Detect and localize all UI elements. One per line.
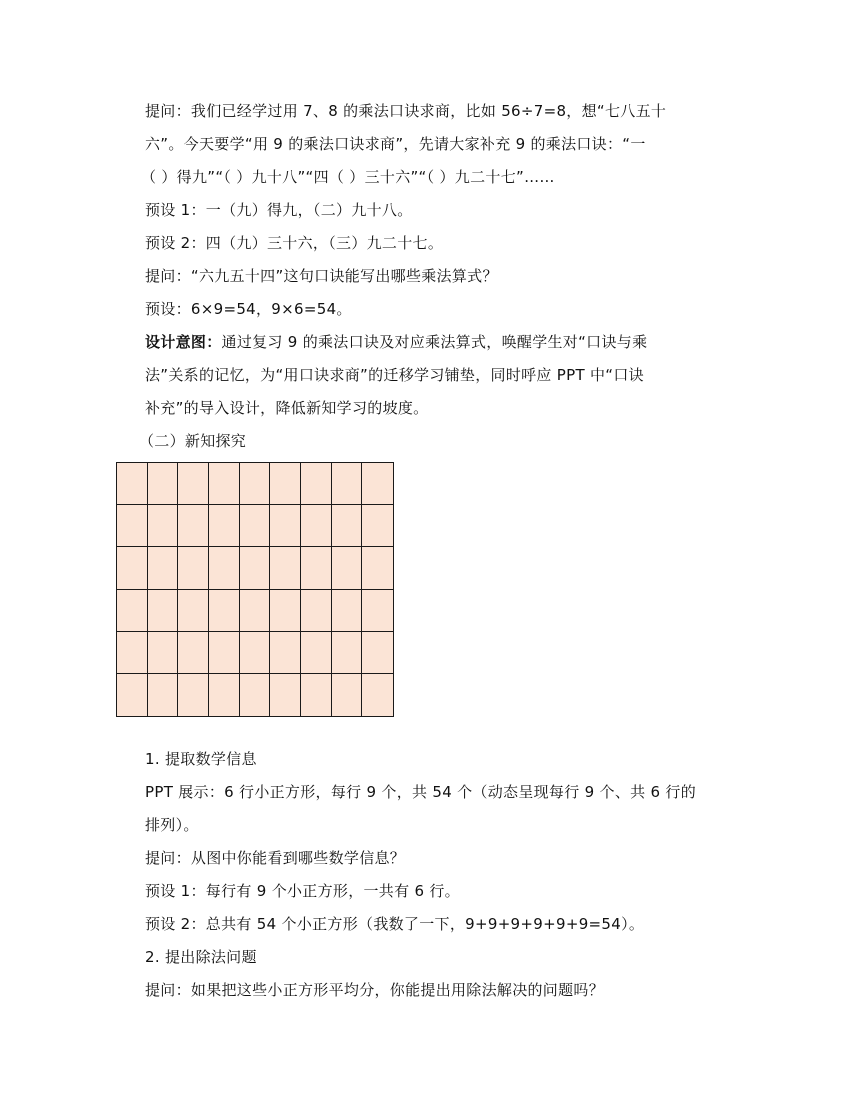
square-grid-figure (116, 462, 394, 717)
grid-square (178, 632, 209, 674)
text-line-design-intent-cont2: 补充”的导入设计，降低新知学习的坡度。 (145, 399, 429, 417)
grid-square (148, 463, 179, 505)
grid-square (117, 505, 148, 547)
grid-square (301, 632, 332, 674)
grid-square (270, 674, 301, 716)
grid-square (148, 505, 179, 547)
grid-square (178, 505, 209, 547)
text-line-preset-5: 预设 2：总共有 54 个小正方形（我数了一下，9+9+9+9+9+9=54）。 (145, 915, 645, 933)
grid-square (332, 505, 363, 547)
grid-square (209, 505, 240, 547)
grid-square (362, 463, 393, 505)
grid-square (362, 632, 393, 674)
grid-square (178, 547, 209, 589)
text-line-preset-3: 预设：6×9=54，9×6=54。 (145, 300, 352, 318)
grid-square (209, 674, 240, 716)
grid-square (117, 547, 148, 589)
grid-square (270, 505, 301, 547)
grid-square (301, 590, 332, 632)
grid-square (117, 463, 148, 505)
text-line-question-3: 提问：从图中你能看到哪些数学信息？ (145, 849, 406, 867)
grid-square (117, 674, 148, 716)
grid-square (332, 632, 363, 674)
grid-square (301, 463, 332, 505)
text-line-question-1-cont2: （ ）得九”“（ ）九十八”“四（ ）三十六”“（ ）九二十七”…… (141, 168, 555, 186)
grid-square (240, 674, 271, 716)
grid-square (362, 547, 393, 589)
grid-square (209, 590, 240, 632)
grid-square (240, 547, 271, 589)
grid-square (178, 463, 209, 505)
step-heading-2: 2. 提出除法问题 (145, 948, 257, 966)
grid-square (270, 463, 301, 505)
design-intent-text: 通过复习 9 的乘法口诀及对应乘法算式，唤醒学生对“口诀与乘 (221, 333, 648, 351)
design-intent-label: 设计意图： (145, 333, 222, 351)
text-line-question-4: 提问：如果把这些小正方形平均分，你能提出用除法解决的问题吗？ (145, 981, 605, 999)
grid-square (362, 590, 393, 632)
grid-square (209, 632, 240, 674)
grid-square (270, 547, 301, 589)
grid-square (270, 632, 301, 674)
section-heading-new-knowledge: （二）新知探究 (139, 432, 247, 450)
grid-square (301, 547, 332, 589)
grid-square (148, 632, 179, 674)
grid-square (301, 674, 332, 716)
grid-square (117, 590, 148, 632)
grid-square (362, 505, 393, 547)
grid-square (240, 632, 271, 674)
grid-square (332, 547, 363, 589)
grid-square (301, 505, 332, 547)
grid-square (332, 674, 363, 716)
grid-square (148, 674, 179, 716)
grid-square (332, 463, 363, 505)
text-line-preset-1: 预设 1：一（九）得九，（二）九十八。 (145, 201, 413, 219)
step-heading-1: 1. 提取数学信息 (145, 750, 257, 768)
grid-square (362, 674, 393, 716)
text-line-design-intent (145, 332, 647, 352)
grid-square (270, 590, 301, 632)
grid-square (178, 590, 209, 632)
text-line-ppt-display-cont: 排列）。 (145, 816, 199, 834)
grid-square (117, 632, 148, 674)
grid-square (209, 547, 240, 589)
grid-square (209, 463, 240, 505)
text-line-question-1-cont: 六”。今天要学“用 9 的乘法口诀求商”，先请大家补充 9 的乘法口诀：“一 (145, 135, 646, 153)
grid-square (240, 590, 271, 632)
text-line-preset-2: 预设 2：四（九）三十六，（三）九二十七。 (145, 234, 444, 252)
grid-square (240, 463, 271, 505)
grid-square (178, 674, 209, 716)
text-line-preset-4: 预设 1：每行有 9 个小正方形，一共有 6 行。 (145, 882, 460, 900)
grid-square (240, 505, 271, 547)
grid-square (148, 547, 179, 589)
text-line-question-1: 提问：我们已经学过用 7、8 的乘法口诀求商，比如 56÷7=8，想“七八五十 (145, 102, 667, 120)
text-line-ppt-display: PPT 展示：6 行小正方形，每行 9 个，共 54 个（动态呈现每行 9 个、共 6 行的 (145, 783, 696, 801)
text-line-design-intent-cont: 法”关系的记忆，为“用口诀求商”的迁移学习铺垫，同时呼应 PPT 中“口诀 (145, 366, 644, 384)
grid-square (148, 590, 179, 632)
text-line-question-2: 提问：“六九五十四”这句口诀能写出哪些乘法算式？ (145, 267, 498, 285)
grid-square (332, 590, 363, 632)
